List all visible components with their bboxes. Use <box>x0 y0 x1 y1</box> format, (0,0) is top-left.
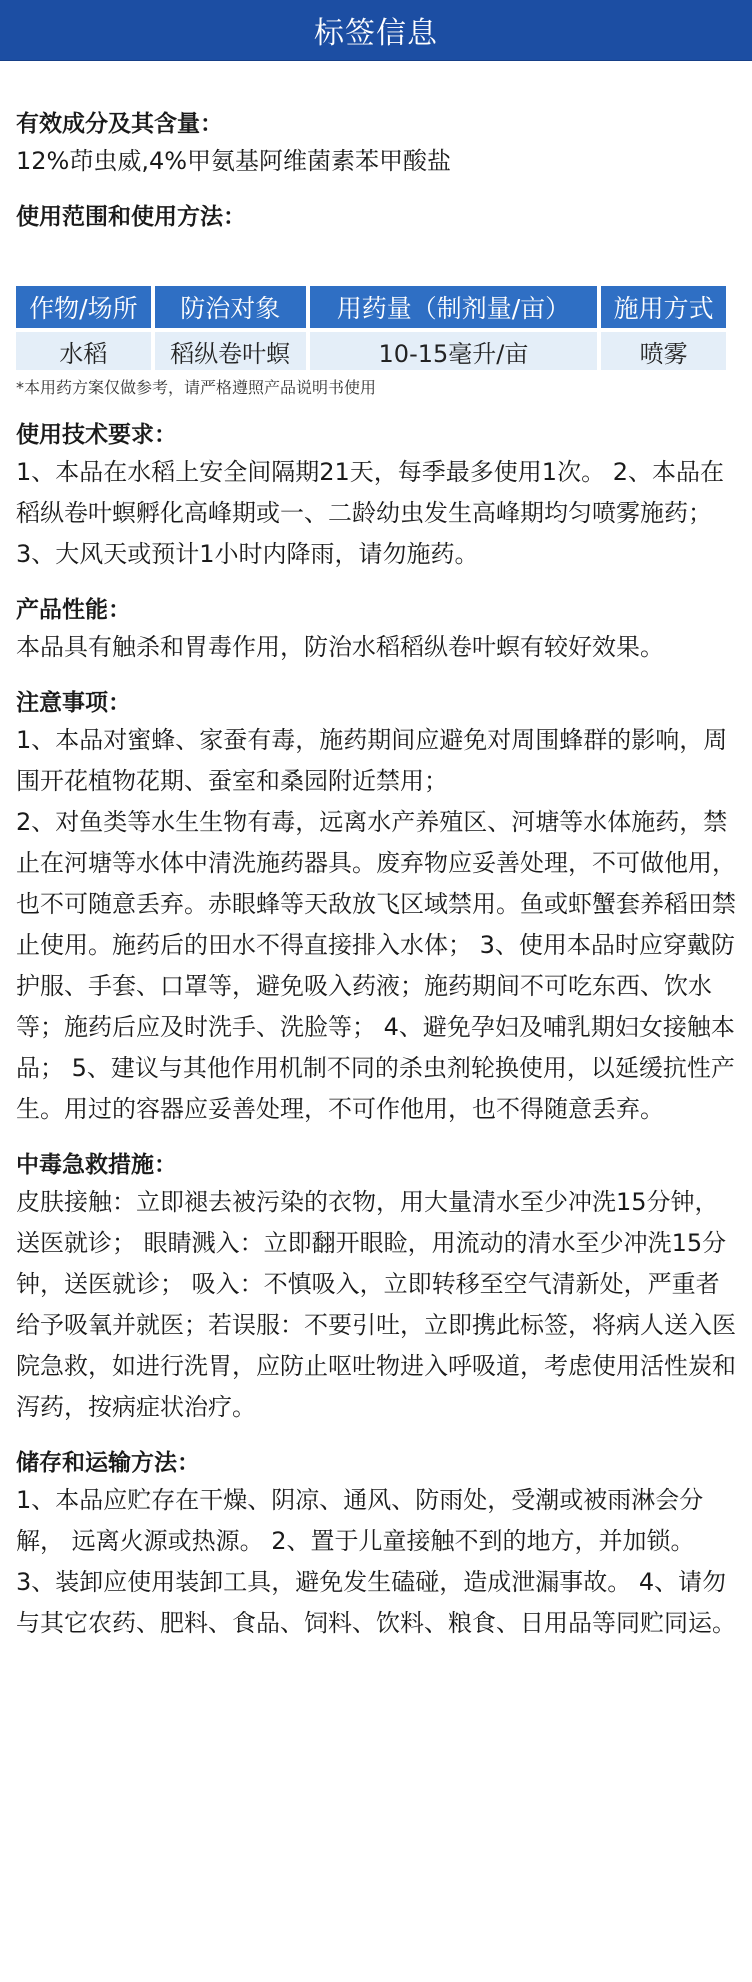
first-aid-title: 中毒急救措施： <box>16 1152 177 1178</box>
first-aid-section <box>16 1148 736 1428</box>
usage-title: 使用范围和使用方法： <box>16 204 246 230</box>
usage-column-method: 施用方式 <box>601 286 726 328</box>
performance-section <box>16 593 736 668</box>
storage-title: 储存和运输方法： <box>16 1450 200 1476</box>
usage-column-dosage: 用药量（制剂量/亩） <box>310 286 598 328</box>
usage-cell-target: 稻纵卷叶螟 <box>155 332 306 370</box>
tech-requirements-body: 1、本品在水稻上安全间隔期21天，每季最多使用1次。 2、本品在稻纵卷叶螟孵化高峰期或一、二龄幼虫发生高峰期均匀喷雾施药； 3、大风天或预计1小时内降雨，请勿施药。 <box>16 458 724 568</box>
performance-body: 本品具有触杀和胃毒作用，防治水稻稻纵卷叶螟有较好效果。 <box>16 633 664 661</box>
precautions-body-1: 1、本品对蜜蜂、家蚕有毒，施药期间应避免对周围蜂群的影响，周围开花植物花期、蚕室和桑园附近禁用； <box>16 726 728 795</box>
performance-title: 产品性能： <box>16 597 131 623</box>
usage-spacer <box>16 234 736 282</box>
precautions-title: 注意事项： <box>16 690 131 716</box>
storage-body: 1、本品应贮存在干燥、阴凉、通风、防雨处，受潮或被雨淋会分解， 远离火源或热源。 2、置于儿童接触不到的地方，并加锁。 3、装卸应使用装卸工具，避免发生磕碰，造成泄漏事故。 4、请勿与其它农药、肥料、食品、饲料、饮料、粮食、日用品等同贮同运。 <box>16 1486 736 1637</box>
usage-cell-method: 喷雾 <box>601 332 726 370</box>
usage-column-target: 防治对象 <box>155 286 306 328</box>
usage-table <box>12 282 730 374</box>
page-title: 标签信息 <box>314 16 438 51</box>
usage-cell-crop: 水稻 <box>16 332 151 370</box>
storage-section <box>16 1446 736 1644</box>
precautions-section <box>16 686 736 1130</box>
page-header <box>0 0 752 61</box>
first-aid-body: 皮肤接触：立即褪去被污染的衣物，用大量清水至少冲洗15分钟，送医就诊； 眼睛溅入：立即翻开眼睑，用流动的清水至少冲洗15分钟，送医就诊； 吸入：不慎吸入，立即转移至空气清新处，严重者给予吸氧并就医；若误服：不要引吐，立即携此标签，将病人送入医院急救，如进行洗胃，应防止呕吐物进入呼吸道，考虑使用活性炭和泻药，按病症状治疗。 <box>16 1188 736 1421</box>
usage-note: *本用药方案仅做参考，请严格遵照产品说明书使用 <box>16 378 377 397</box>
usage-column-crop: 作物/场所 <box>16 286 151 328</box>
table-row <box>16 332 726 370</box>
active-ingredient-title: 有效成分及其含量： <box>16 111 223 137</box>
usage-table-header-row <box>16 286 726 328</box>
tech-requirements-title: 使用技术要求： <box>16 422 177 448</box>
precautions-body-2: 2、对鱼类等水生生物有毒，远离水产养殖区、河塘等水体施药，禁止在河塘等水体中清洗施药器具。废弃物应妥善处理，不可做他用，也不可随意丢弃。赤眼蜂等天敌放飞区域禁用。鱼或虾蟹套养稻田禁止使用。施药后的田水不得直接排入水体； 3、使用本品时应穿戴防护服、手套、口罩等，避免吸入药液；施药期间不可吃东西、饮水等；施药后应及时洗手、洗脸等； 4、避免孕妇及哺乳期妇女接触本品； 5、建议与其他作用机制不同的杀虫剂轮换使用，以延缓抗性产生。用过的容器应妥善处理，不可作他用，也不得随意丢弃。 <box>16 808 736 1123</box>
label-content <box>0 61 752 1644</box>
usage-section <box>16 200 736 400</box>
tech-requirements-section <box>16 418 736 575</box>
active-ingredient-body: 12%茚虫威,4%甲氨基阿维菌素苯甲酸盐 <box>16 147 452 175</box>
active-ingredient-section <box>16 107 736 182</box>
usage-cell-dosage: 10-15毫升/亩 <box>310 332 598 370</box>
